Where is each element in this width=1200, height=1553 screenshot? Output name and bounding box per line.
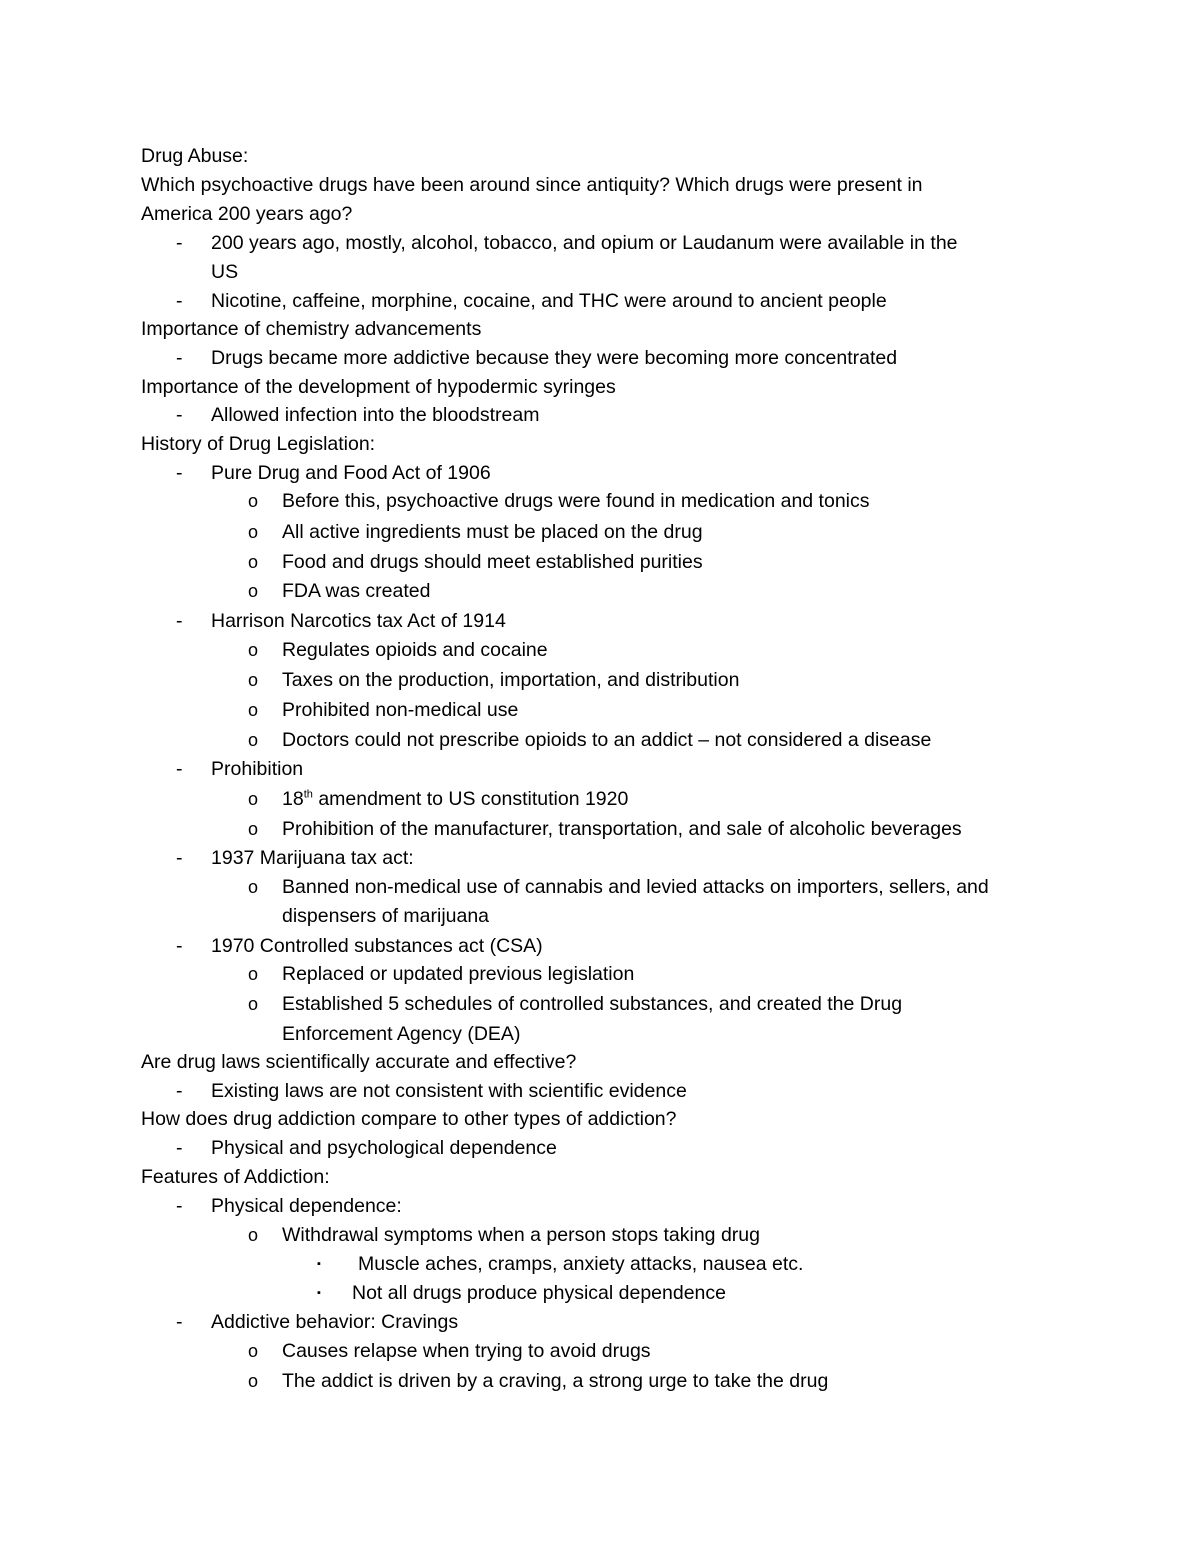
bullet-text: 200 years ago, mostly, alcohol, tobacco, and opium or Laudanum were available in the [211, 232, 958, 254]
circle-marker: o [248, 789, 259, 809]
sub-bullet-text: Established 5 schedules of controlled substances, and created the Drug [282, 993, 903, 1015]
dash-marker: - [176, 290, 183, 312]
sub-bullet-text: Taxes on the production, importation, and distribution [282, 669, 740, 691]
sub-bullet-text: dispensers of marijuana [282, 905, 490, 927]
section-heading: How does drug addiction compare to other types of addiction? [141, 1108, 677, 1130]
bullet-text: Nicotine, caffeine, morphine, cocaine, and THC were around to ancient people [211, 290, 887, 312]
ordinal-number: 18 [282, 788, 304, 810]
sub-bullet-text: Enforcement Agency (DEA) [282, 1023, 521, 1045]
bullet-text: Physical dependence: [211, 1195, 402, 1217]
sub-bullet-text-rest: amendment to US constitution 1920 [318, 788, 629, 810]
sub-bullet-text [282, 785, 628, 814]
bullet-text: Harrison Narcotics tax Act of 1914 [211, 610, 506, 632]
sub-bullet-text: FDA was created [282, 580, 431, 602]
dash-marker: - [176, 462, 183, 484]
dash-marker: - [176, 610, 183, 632]
dash-marker: - [176, 1311, 183, 1333]
sub-bullet-text: Withdrawal symptoms when a person stops taking drug [282, 1224, 760, 1246]
dash-marker: - [176, 347, 183, 369]
bullet-text: Physical and psychological dependence [211, 1137, 557, 1159]
circle-marker: o [248, 1341, 259, 1361]
circle-marker: o [248, 994, 259, 1014]
bullet-text: Drugs became more addictive because they were becoming more concentrated [211, 347, 898, 369]
dash-marker: - [176, 1080, 183, 1102]
section-heading: Are drug laws scientifically accurate and effective? [141, 1051, 577, 1073]
sub-sub-bullet-text: Muscle aches, cramps, anxiety attacks, nausea etc. [358, 1253, 804, 1275]
square-marker: ▪ [317, 1287, 321, 1299]
circle-marker: o [248, 581, 259, 601]
dash-marker: - [176, 232, 183, 254]
dash-marker: - [176, 847, 183, 869]
bullet-text: Pure Drug and Food Act of 1906 [211, 462, 491, 484]
bullet-text: Addictive behavior: Cravings [211, 1311, 459, 1333]
section-heading: History of Drug Legislation: [141, 433, 376, 455]
heading-drug-abuse: Drug Abuse: [141, 145, 249, 167]
dash-marker: - [176, 1195, 183, 1217]
dash-marker: - [176, 404, 183, 426]
bullet-text: Allowed infection into the bloodstream [211, 404, 540, 426]
question-line: America 200 years ago? [141, 203, 353, 225]
circle-marker: o [248, 522, 259, 542]
sub-bullet-text: All active ingredients must be placed on the drug [282, 521, 703, 543]
section-heading: Importance of chemistry advancements [141, 318, 482, 340]
sub-sub-bullet-text: Not all drugs produce physical dependence [352, 1282, 726, 1304]
sub-bullet-text: Replaced or updated previous legislation [282, 963, 635, 985]
bullet-text: US [211, 261, 239, 283]
circle-marker: o [248, 877, 259, 897]
circle-marker: o [248, 1371, 259, 1391]
sub-bullet-text: Regulates opioids and cocaine [282, 639, 548, 661]
dash-marker: - [176, 935, 183, 957]
dash-marker: - [176, 1137, 183, 1159]
sub-bullet-text: Food and drugs should meet established purities [282, 551, 703, 573]
square-marker: ▪ [317, 1258, 321, 1270]
circle-marker: o [248, 1225, 259, 1245]
bullet-text: 1970 Controlled substances act (CSA) [211, 935, 543, 957]
circle-marker: o [248, 819, 259, 839]
dash-marker: - [176, 758, 183, 780]
sub-bullet-text: Causes relapse when trying to avoid drugs [282, 1340, 651, 1362]
sub-bullet-text: Banned non-medical use of cannabis and levied attacks on importers, sellers, and [282, 876, 989, 898]
circle-marker: o [248, 964, 259, 984]
sub-bullet-text: Before this, psychoactive drugs were found in medication and tonics [282, 490, 870, 512]
circle-marker: o [248, 670, 259, 690]
sub-bullet-text: Prohibited non-medical use [282, 699, 519, 721]
sub-bullet-text: Doctors could not prescribe opioids to an addict – not considered a disease [282, 729, 932, 751]
ordinal-suffix: th [303, 788, 313, 801]
circle-marker: o [248, 491, 259, 511]
question-line: Which psychoactive drugs have been around since antiquity? Which drugs were present in [141, 174, 923, 196]
bullet-text: 1937 Marijuana tax act: [211, 847, 414, 869]
circle-marker: o [248, 700, 259, 720]
bullet-text: Prohibition [211, 758, 304, 780]
sub-bullet-text: Prohibition of the manufacturer, transportation, and sale of alcoholic beverages [282, 818, 962, 840]
circle-marker: o [248, 730, 259, 750]
section-heading: Importance of the development of hypodermic syringes [141, 376, 616, 398]
circle-marker: o [248, 552, 259, 572]
bullet-text: Existing laws are not consistent with scientific evidence [211, 1080, 687, 1102]
sub-bullet-text: The addict is driven by a craving, a strong urge to take the drug [282, 1370, 829, 1392]
circle-marker: o [248, 640, 259, 660]
section-heading: Features of Addiction: [141, 1166, 330, 1188]
